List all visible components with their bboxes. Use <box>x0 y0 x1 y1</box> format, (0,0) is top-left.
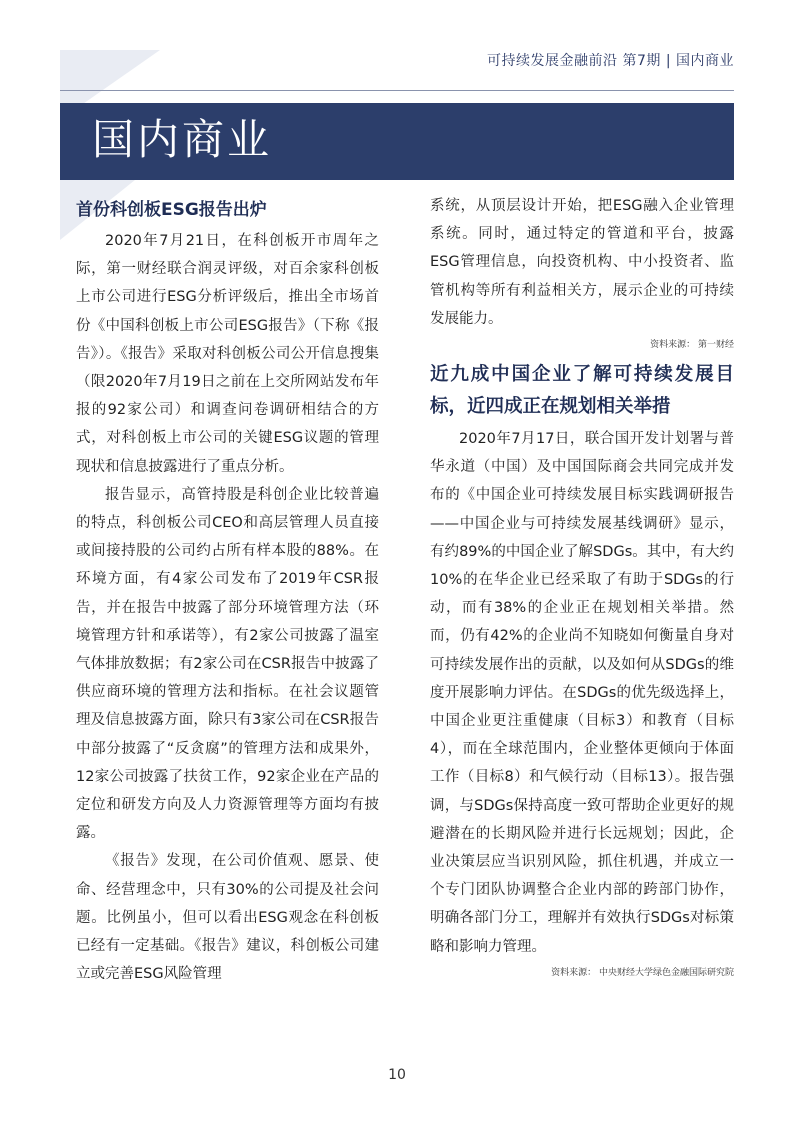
running-header: 可持续发展金融前沿 第7期 | 国内商业 <box>487 53 734 69</box>
right-column <box>430 192 734 981</box>
page-number: 10 <box>388 1067 406 1083</box>
article1-paragraph-3: 《报告》发现，在公司价值观、愿景、使命、经营理念中，只有30%的公司提及社会问题。比例虽小，但可以看出ESG观念在科创板已经有一定基础。《报告》建议，科创板公司建立或完善ESG风险管理 <box>76 853 379 983</box>
article2-heading: 近九成中国企业了解可持续发展目标，近四成正在规划相关举措 <box>430 364 734 418</box>
article1-paragraph-2: 报告显示，高管持股是科创企业比较普遍的特点，科创板公司CEO和高层管理人员直接或间接持股的公司约占所有样本股的88%。在环境方面，有4家公司发布了2019年CSR报告，并在报告中披露了部分环境管理方法（环境管理方针和承诺等），有2家公司披露了温室气体排放数据；有2家公司在CSR报告中披露了供应商环境的管理方法和指标。在社会议题管理及信息披露方面，除只有3家公司在CSR报告中部分披露了“反贪腐”的管理方法和成果外，12家公司披露了扶贫工作，92家企业在产品的定位和研发方向及人力资源管理等方面均有披露。 <box>76 486 379 842</box>
article1-continuation: 系统，从顶层设计开始，把ESG融入企业管理系统。同时，通过特定的管道和平台，披露ESG管理信息，向投资机构、中小投资者、监管机构等所有利益相关方，展示企业的可持续发展能力。 <box>430 198 734 327</box>
header-divider <box>60 90 734 91</box>
article2-source: 资料来源： 中央财经大学绿色金融国际研究院 <box>551 967 734 978</box>
section-title: 国内商业 <box>92 115 273 164</box>
article1-source: 资料来源： 第一财经 <box>650 340 734 351</box>
article2-paragraph-1: 2020年7月17日，联合国开发计划署与普华永道（中国）及中国国际商会共同完成并发布的《中国企业可持续发展目标实践调研报告——中国企业与可持续发展基线调研》显示，有约89%的中国企业了解SDGs。其中，有大约10%的在华企业已经采取了有助于SDGs的行动，而有38%的企业正在规划相关举措。然而，仍有42%的企业尚不知晓如何衡量自身对可持续发展作出的贡献，以及如何从SDGs的维度开展影响力评估。在SDGs的优先级选择上，中国企业更注重健康（目标3）和教育（目标4），而在全球范围内，企业整体更倾向于体面工作（目标8）和气候行动（目标13）。报告强调，与SDGs保持高度一致可帮助企业更好的规避潜在的长期风险并进行长远规划；因此，企业决策层应当识别风险，抓住机遇，并成立一个专门团队协调整合企业内部的跨部门协作，明确各部门分工，理解并有效执行SDGs对标策略和影响力管理。 <box>430 431 734 955</box>
left-column <box>76 195 379 988</box>
article1-paragraph-1: 2020年7月21日，在科创板开市周年之际，第一财经联合润灵评级，对百余家科创板上市公司进行ESG分析评级后，推出全市场首份《中国科创板上市公司ESG报告》（下称《报告》）。《报告》采取对科创板公司公开信息搜集（限2020年7月19日之前在上交所网站发布年报的92家公司）和调查问卷调研相结合的方式，对科创板上市公司的关键ESG议题的管理现状和信息披露进行了重点分析。 <box>76 233 379 475</box>
article1-heading: 首份科创板ESG报告出炉 <box>76 200 267 220</box>
